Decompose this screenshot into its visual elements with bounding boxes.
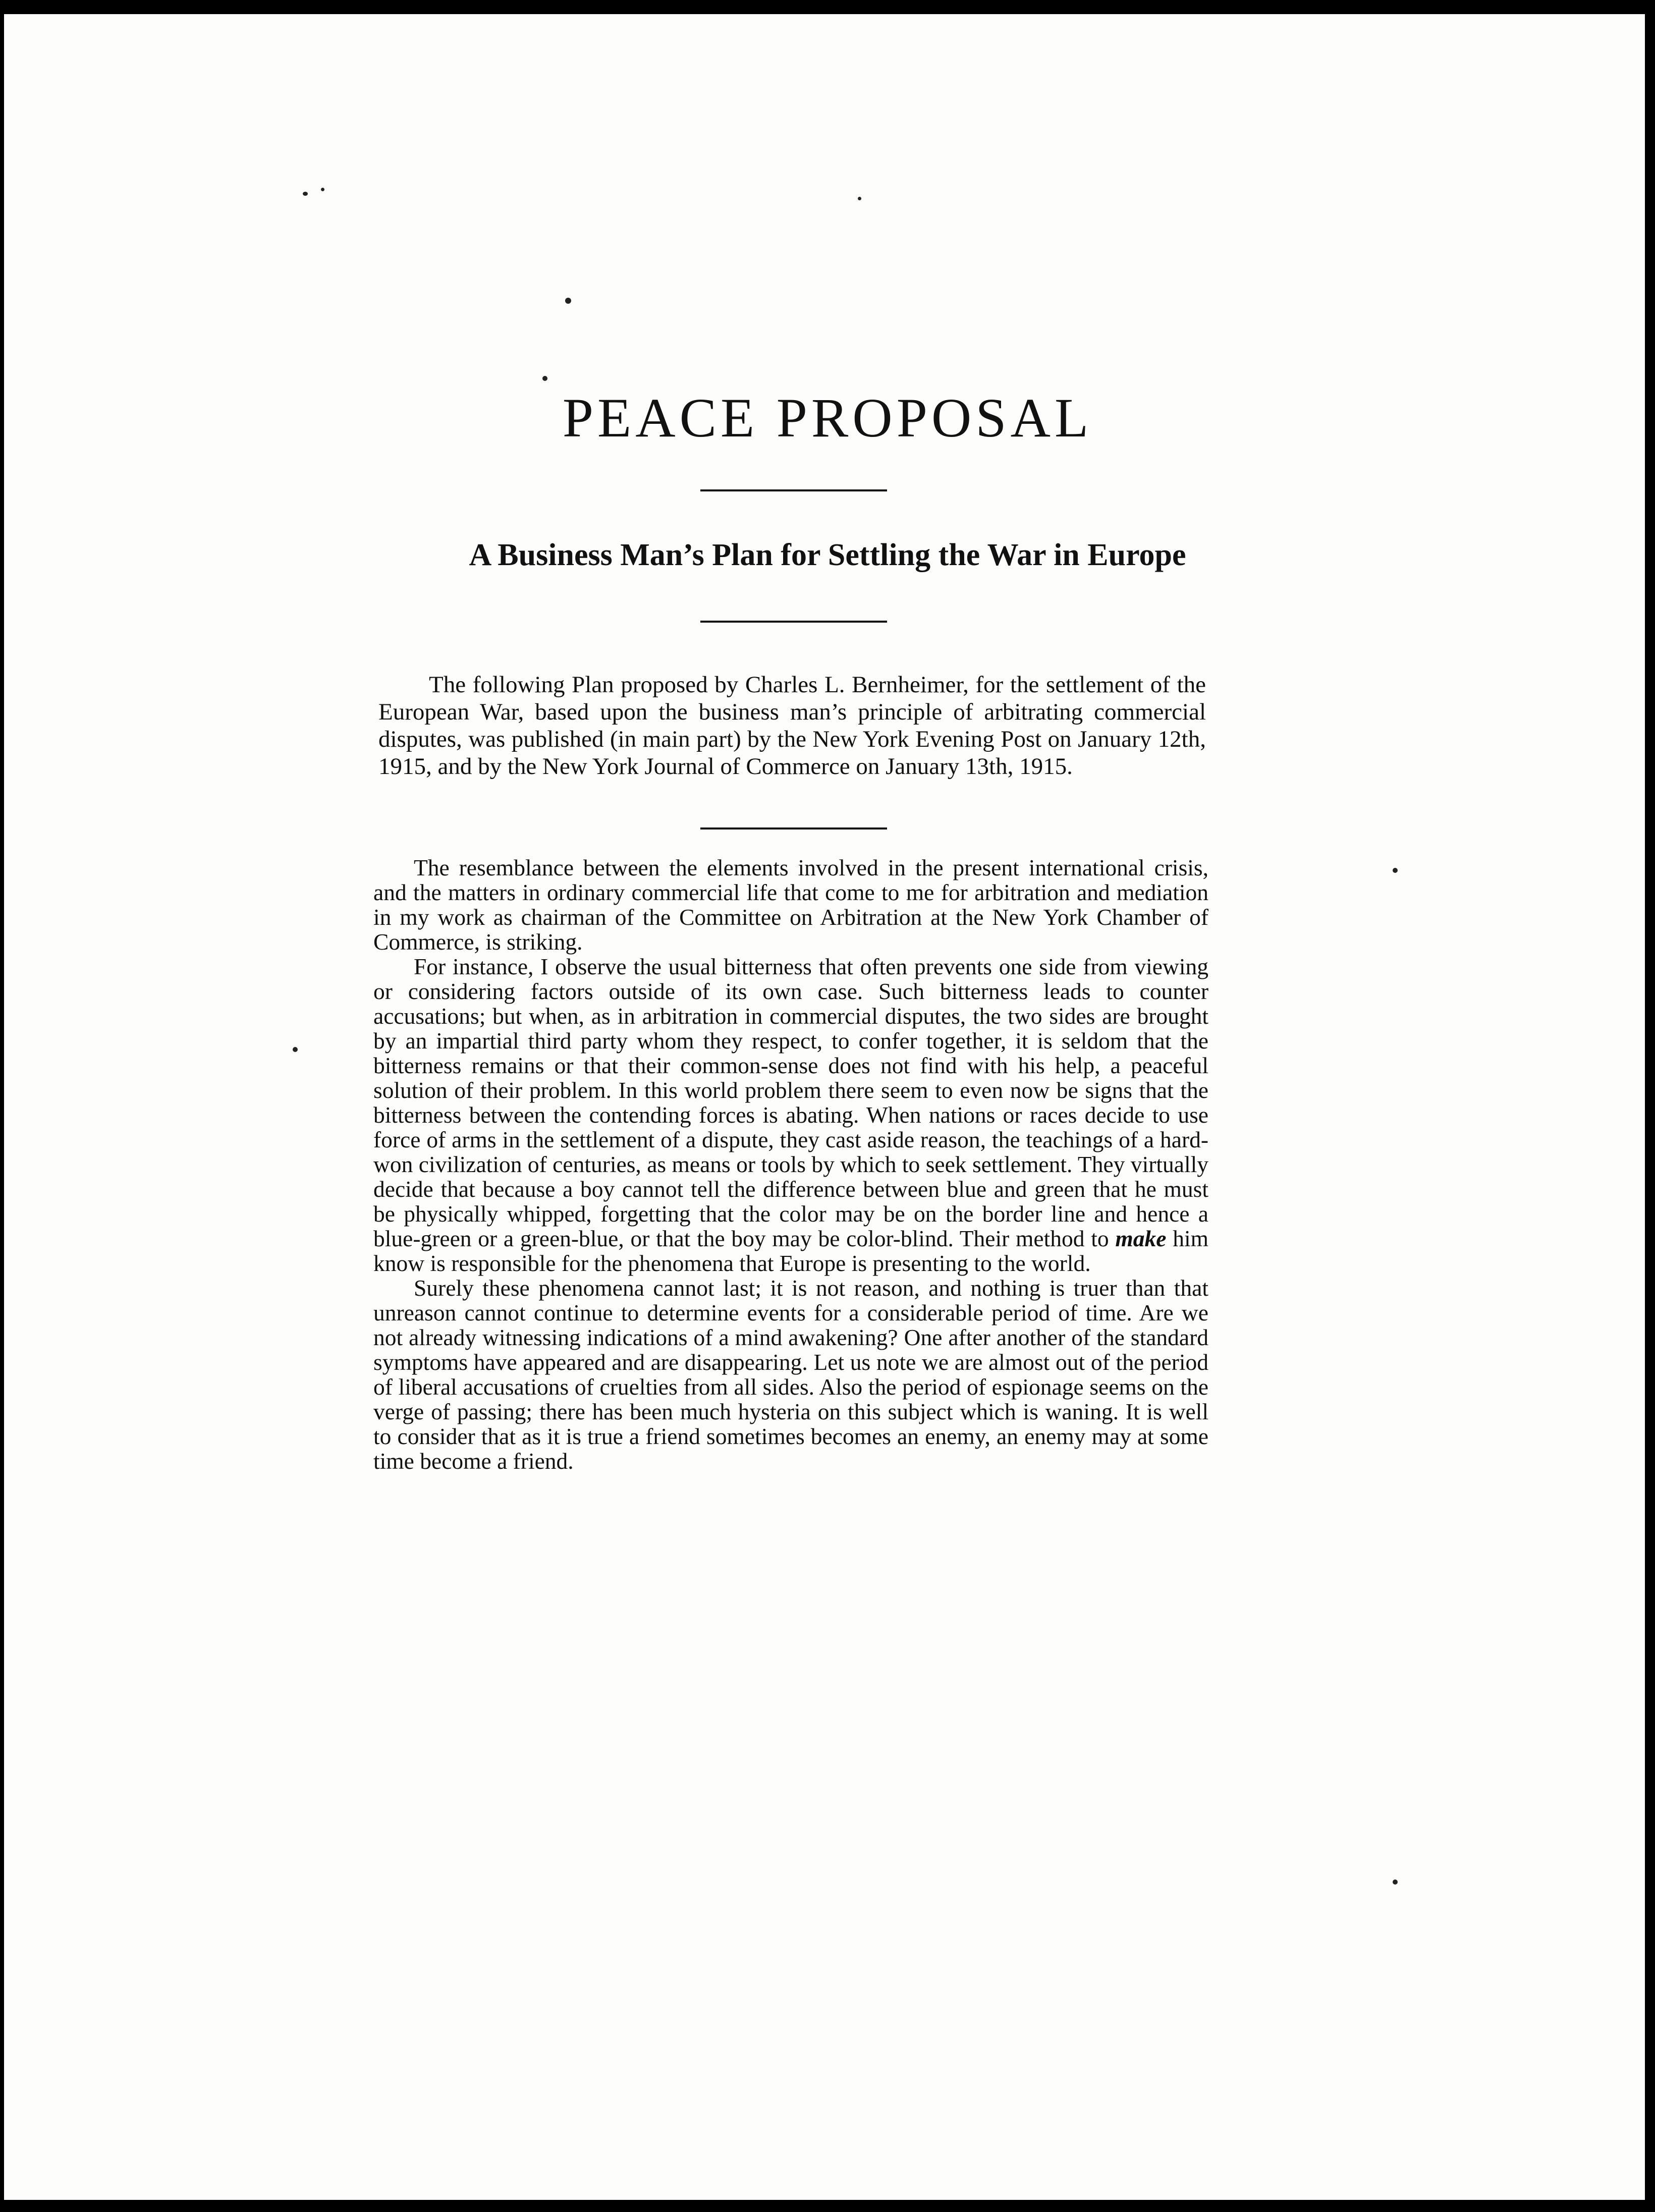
- body-text: [373, 855, 1208, 1473]
- body-paragraph-text: For instance, I observe the usual bitterness that often prevents one side from viewing or considering factors outside of its own case. Such bitterness leads to counter accusations; but when, as in arbitration in commercial disputes, the two sides are brought by an impartial third party whom they respect, to confer together, it is seldom that the bitterness remains or that their common-sense does not find with his help, a peaceful solution of their problem. In this world problem there seem to even now be signs that the bitterness between the contending forces is abating. When nations or races decide to use force of arms in the settlement of a dispute, they cast aside reason, the teachings of a hard-won civilization of centuries, as means or tools by which to seek settlement. They virtually decide that because a boy cannot tell the difference between blue and green that he must be physically whipped, forgetting that the color may be on the border line and hence a blue-green or a green-blue, or that the boy may be color-blind.: [373, 954, 1208, 1251]
- page-title: PEACE PROPOSAL: [562, 387, 1093, 449]
- scan-speck: [1393, 868, 1398, 873]
- method-sentence-end: him know is responsible for the phenomena that Europe is presenting to the world.: [373, 1226, 1208, 1276]
- divider-rule: [700, 621, 887, 623]
- divider-rule: [700, 489, 887, 491]
- body-paragraph: The resemblance between the elements involved in the present international crisis, and the matters in ordinary commercial life that come to me for arbitration and mediation in my work as chairman of the Committee on Arbitration at the New York Chamber of Commerce, is striking.: [373, 855, 1208, 955]
- scan-speck: [303, 192, 308, 196]
- scan-speck: [565, 298, 571, 304]
- intro-paragraph: The following Plan proposed by Charles L. Bernheimer, for the settlement of the European War, based upon the business man’s principle of arbitrating commercial disputes, was published (in main part) by the New York Evening Post on January 12th, 1915, and by the New York Journal of Commerce on January 13th, 1915.: [378, 672, 1206, 780]
- scan-speck: [542, 376, 547, 381]
- body-paragraph: [373, 954, 1208, 1276]
- emphasized-word: make: [1115, 1226, 1167, 1251]
- body-paragraph: Surely these phenomena cannot last; it is not reason, and nothing is truer than that unreason cannot continue to determine events for a considerable period of time. Are we not already witnessing indications of a mind awakening? One after another of the standard symptoms have appeared and are disappearing. Let us note we are almost out of the period of liberal accusations of cruelties from all sides. Also the period of espionage seems on the verge of passing; there has been much hysteria on this subject which is waning. It is well to consider that as it is true a friend sometimes becomes an enemy, an enemy may at some time become a friend.: [373, 1275, 1208, 1474]
- method-sentence-start: Their method to: [959, 1226, 1116, 1251]
- scan-speck: [858, 197, 861, 200]
- divider-rule: [700, 827, 887, 830]
- scan-speck: [1393, 1879, 1398, 1885]
- scan-border-bottom: [0, 2200, 1655, 2212]
- page-subtitle: A Business Man’s Plan for Settling the War in Europe: [469, 538, 1186, 572]
- scan-border-right: [1645, 0, 1655, 2212]
- scan-speck: [321, 188, 324, 191]
- scan-speck: [293, 1047, 298, 1052]
